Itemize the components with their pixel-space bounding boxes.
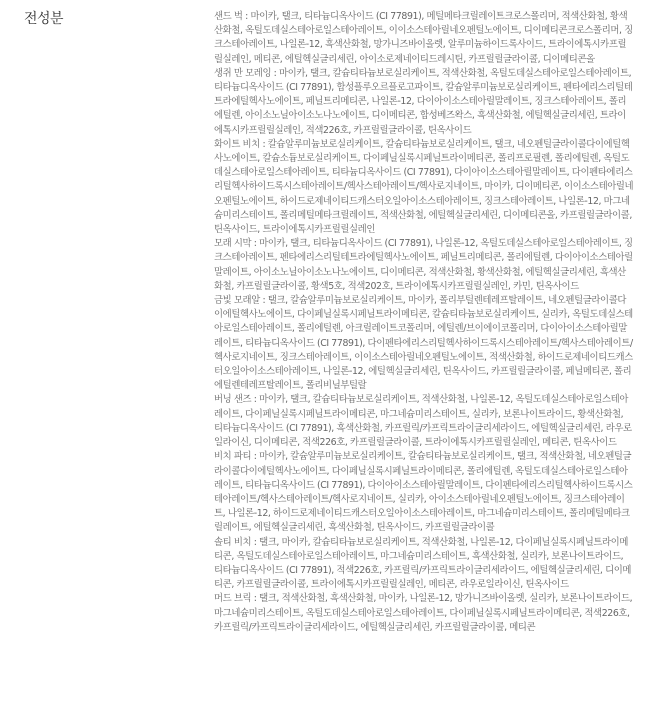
ingredients-list (214, 10, 634, 635)
ingredient-entry-beach-party: 비치 파티 : 마이카, 칼슘알루미늄보로실리케이트, 칼슘티타늄보로실리케이트, 탤크, 적색산화철, 네오펜틸글라이콜다이에틸헥사노에이트, 다이페닐실록시페닐트라이메티콘, 폴리에틸렌, 옥틸도데실스테아로일스테아레이트, 티타늄디옥사이드 (CI 77891), 다이아이소스테아릴말레이트, 다이펜타에리스리틸헥사하이드록시스테아레이트/헥사스테아레이트/헥사로지네이트, 실리카, 아이소스테아릴네오펜틸노에이트, 징크스테아레이트, 나일론-12, 하이드로제네이티드캐스터오일아이소스테아레이트, 마그네슘미리스테이트, 폴리메틸메타크릴레이트, 에틸헥실글리세린, 흑색산화철, 틴옥사이드, 카프릴릴글라이콜 (214, 451, 633, 534)
ingredient-entry-salty-beach: 솔티 비치 : 탤크, 마이카, 칼슘티타늄보로실리케이트, 적색산화철, 나일론-12, 다이페닐실록시페닐트라이메티콘, 옥틸도데실스테아로일스테아레이트, 마그네슘미리스테이트, 흑색산화철, 실리카, 보론나이트라이드, 티타늄디옥사이드 (CI 77891), 적색226호, 카프릴릭/카프릭트라이글리세라이드, 에틸헥실글리세린, 디이메티콘, 카프릴릴글라이콜, 트라이에톡시카프릴릴실레인, 메티콘, 라우로일라이신, 틴옥사이드 (214, 536, 632, 591)
ingredient-entry-sand-desert: 모래 시막 : 마이카, 탤크, 티타늄디옥사이드 (CI 77891), 나일론-12, 옥틸도데실스테아로일스테아레이트, 징크스테아레이트, 펜타에리스리틸테트라에틸헥사노에이트, 페닐트리메티콘, 폴리에틸렌, 다이아이소스테아릴말레이트, 아이소노닐아이소노나노에이트, 디이메티콘, 적색산화철, 황색산화철, 에틸헥실글리세린, 흑색산화철, 카프릴릴글라이콜, 황색5호, 적색202호, 트라이에톡시카프릴릴실레인, 카민, 틴옥사이드 (214, 238, 633, 292)
section-title: 전성분 (24, 11, 64, 27)
ingredient-entry-burning-sands: 버닝 샌즈 : 마이카, 탤크, 칼슘티타늄보로실리케이트, 적색산화철, 나일론-12, 옥틸도데실스테아로일스테아레이트, 다이페닐실록시페닐트라이메티콘, 마그네슘미리스테이트, 실리카, 보론나이트라이드, 황색산화철, 티타늄디옥사이드 (CI 77891), 흑색산화철, 카프릴릭/카프릭트라이글리세라이드, 에틸헥실글리세린, 라우로일라이신, 디이메티콘, 적색226호, 카프릴릴글라이콜, 트라이에톡시카프릴릴실레인, 메티콘, 틴옥사이드 (214, 394, 632, 449)
ingredient-entry-golden-sand: 금빛 모래알 : 탤크, 칼슘알루미늄보로실리케이트, 마이카, 폴리부틸렌테레프탈레이트, 네오펜틸글라이콜다이에틸헥사노에이트, 다이페닐실록시페닐트라이메티콘, 칼슘티타늄보로실리케이트, 실리카, 옥틸도데실스테아로일스테아레이트, 폴리에틸렌, 아크릴레이트코폴리머, 에틸렌/브이에이코폴리머, 다이아이소스테아릴말레이트, 티타늄디옥사이드 (CI 77891), 다이펜타에리스리틸헥사하이드록시스테아레이트/헥사스테아레이트/헥사로지네이트, 징크스테아레이트, 이이소스테아릴네오펜틸노에이트, 적색산화철, 하이드로제네이티드캐스터오일아이소스테아레이트, 나일론-12, 에틸헥실글리세린, 틴옥사이드, 카프릴릴글라이콜, 페닐메티콘, 폴리에틸렌테레프탈레이트, 폴리비닐부틸랄 (214, 295, 633, 392)
ingredient-entry-mud-brick: 머드 브릭 : 탤크, 적색산화철, 흑색산화철, 마이카, 나일론-12, 망가니즈바이올렛, 실리카, 보론나이트라이드, 마그네슘미리스테이트, 옥틸도데실스테아로일스테아레이트, 다이페닐실록시페닐트라이메티콘, 적색226호, 카프릴릭/카프릭트라이글리세라이드, 에틸헥실글리세린, 카프릴릴글라이콜, 메티콘 (214, 593, 633, 633)
ingredient-entry-sand-buck: 샌드 벅 : 마이카, 탤크, 티타늄디옥사이드 (CI 77891), 메틸메타크릴레이트크로스폴리머, 적색산화철, 황색산화철, 옥틸도데실스테아로일스테아레이트, 이이소스테아릴네오펜틸노에이트, 디이메티콘크로스폴리머, 징크스테아레이트, 나일론-12, 흑색산화철, 망가니즈바이올렛, 알루미늄하이드록사이드, 트라이에톡시카프릴릴실레인, 메티콘, 에틸헥실글리세린, 아이소로제네이티드레시틴, 카프릴릴글라이콜, 디이메티콘올 (214, 11, 633, 65)
ingredient-entry-morning: 생쥐 만 모레잉 : 마이카, 탤크, 칼슘티타늄보로실리케이트, 적색산화철, 옥틸도데실스테아로일스테아레이트, 티타늄디옥사이드 (CI 77891), 합성플루오르플로고파이트, 칼슘알루미늄보로실리케이트, 펜타에리스리틸테트라에틸헥사노에이트, 페닐트리메티콘, 나일론-12, 다이아이소스테아릴말레이트, 징크스테아레이트, 폴리에틸렌, 아이소노닐아이소노나노에이트, 디이메티콘, 합성베즈왁스, 흑색산화철, 에틸헥실글리세린, 트라이에톡시카프릴릴실레인, 적색226호, 카프릴릴글라이콜, 틴옥사이드 (214, 67, 633, 136)
section-header (24, 9, 184, 29)
ingredient-entry-white-beach: 화이트 비치 : 칼슘알루미늄보로실리케이트, 칼슘티타늄보로실리케이트, 탤크, 네오펜틸글라이콜다이에틸헥사노에이트, 칼슘소듐보로실리케이트, 다이페닐실록시페닐트라이메티콘, 폴리프로필렌, 폴리에틸렌, 옥틸도데실스테아로일스테아레이트, 티타늄디옥사이드 (CI 77891), 다이아이소스테아릴말레이트, 다이펜타에리스리틸헥사하이드록시스테아레이트/헥사스테아레이트/헥사로지네이트, 마이카, 디이메티콘, 이이소스테아릴네오펜틸노에이트, 하이드로제네이티드캐스터오일아이소스테아레이트, 징크스테아레이트, 나일론-12, 마그네슘미리스테이트, 폴리메틸메타크릴레이트, 적색산화철, 에틸헥실글리세린, 디이메티콘올, 카프릴릴글라이콜, 틴옥사이드, 트라이에톡시카프릴릴실레인 (214, 138, 634, 236)
